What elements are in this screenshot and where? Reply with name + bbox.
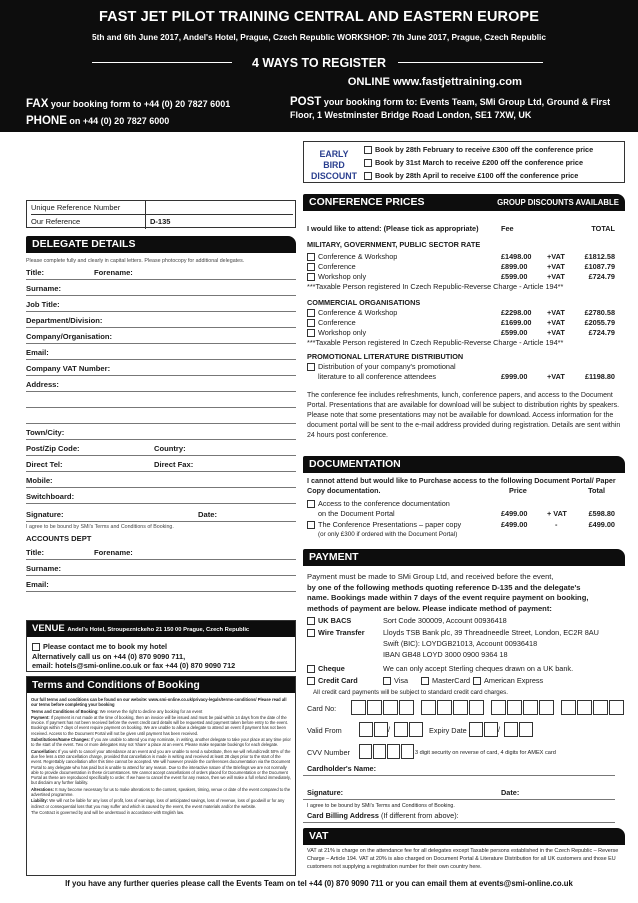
fee-column-label: Fee	[501, 224, 514, 233]
doc-row2-line1: The Conference Presentations – paper copy	[318, 520, 462, 529]
vat-note-2	[303, 338, 625, 348]
wire-line-3	[303, 650, 625, 660]
department-field[interactable]	[26, 314, 296, 328]
bacs-label: UK BACS	[318, 616, 352, 625]
price-option-label: Conference	[318, 318, 356, 327]
payment-agree	[303, 801, 625, 811]
event-title: FAST JET PILOT TRAINING CENTRAL AND EASTERN EUROPE	[98, 9, 540, 25]
fee-value: £899.00	[501, 262, 528, 271]
price-row-military-1[interactable]	[303, 252, 625, 262]
card-number-row[interactable]	[303, 700, 625, 718]
unique-reference-label: Unique Reference Number	[31, 201, 293, 215]
delegate-heading: DELEGATE DETAILS	[26, 236, 296, 253]
price-option-label: Conference & Workshop	[318, 252, 398, 261]
price-row-military-3[interactable]	[303, 272, 625, 282]
accounts-surname-field[interactable]	[26, 562, 296, 576]
divider-right	[398, 62, 543, 63]
job-title-label: Job Title:	[26, 300, 60, 309]
doc-row2-line2: (or only £300 if ordered with the Document Portal)	[318, 531, 458, 538]
town-field[interactable]	[26, 426, 296, 440]
bacs-option[interactable]	[303, 616, 625, 626]
title-label: Title:	[26, 268, 45, 277]
digit-box[interactable]	[359, 722, 373, 737]
accounts-forename-label: Forename:	[94, 548, 133, 557]
cvv-label: CVV Number	[307, 748, 350, 757]
digit-box[interactable]	[351, 700, 366, 715]
terms-p5-title: Alterations:	[31, 786, 55, 792]
slash-separator: /	[388, 725, 390, 734]
commercial-heading-label: COMMERCIAL ORGANISATIONS	[307, 298, 421, 307]
early-bird-option-label: Book by 28th April to receive £100 off the conference price	[375, 171, 579, 180]
visa-label: Visa	[394, 676, 409, 685]
conference-columns	[303, 224, 625, 234]
cheque-text: We can only accept Sterling cheques drawn on a UK bank.	[383, 664, 574, 673]
digit-box[interactable]	[593, 700, 608, 715]
amex-label: American Express	[484, 676, 544, 685]
digit-box[interactable]	[507, 700, 522, 715]
wire-line2: Swift (BIC): LOYDGB21013, Account 00936418	[383, 639, 538, 648]
promo-line1: Distribution of your company's promotional	[318, 362, 456, 371]
vat-note-text: ***Taxable Person registered In Czech Republic-Reverse Charge - Article 194**	[307, 338, 564, 347]
promo-heading-label: PROMOTIONAL LITERATURE DISTRIBUTION	[307, 352, 464, 361]
promo-row[interactable]	[303, 362, 625, 372]
billing-field[interactable]	[303, 811, 615, 823]
digit-box[interactable]	[401, 744, 414, 759]
doc-row1-line2: on the Document Portal	[318, 509, 395, 518]
digit-box[interactable]	[523, 700, 538, 715]
checkbox[interactable]	[307, 665, 315, 673]
digit-box[interactable]	[609, 700, 624, 715]
phone-label: PHONE	[26, 115, 67, 127]
surcharge-note	[303, 688, 625, 698]
post-column	[290, 96, 622, 122]
early-bird-tag	[308, 149, 360, 182]
terms-p5: It may become necessary for us to make alterations to the content, speakers, timing, venue or date of the event compared to the advertised programme.	[31, 786, 291, 798]
payment-intro-2: by one of the following methods quoting reference D-135 and the delegate's	[307, 582, 581, 592]
digit-box[interactable]	[359, 744, 372, 759]
wire-line1: Lloyds TSB Bank plc, 39 Threadneedle Street, London, EC2R 8AU	[383, 628, 599, 637]
total-value: £724.79	[588, 272, 615, 281]
promo-line2: literature to all conference attendees	[318, 372, 437, 381]
department-label: Department/Division:	[26, 316, 103, 325]
digit-box[interactable]	[504, 722, 518, 737]
reference-box	[26, 200, 296, 228]
valid-from-label: Valid From	[307, 726, 342, 735]
terms-p7: The Contract is governed by and will be understood in accordance with English law.	[31, 809, 185, 815]
accounts-email-label: Email:	[26, 580, 49, 589]
header-banner	[0, 0, 638, 100]
checkbox[interactable]	[364, 146, 372, 154]
credit-card-option[interactable]	[303, 676, 625, 686]
direct-tel-label: Direct Tel:	[26, 460, 63, 469]
early-bird-option-label: Book by 31st March to receive £200 off the conference price	[375, 158, 584, 167]
forename-label: Forename:	[94, 268, 133, 277]
vat-number-label: Company VAT Number:	[26, 364, 111, 373]
early-bird-option-label: Book by 28th February to receive £300 off the conference price	[375, 145, 594, 154]
doc-row2-price: £499.00	[501, 520, 528, 529]
doc-row1-vat: + VAT	[547, 509, 567, 518]
fee-value: £1699.00	[501, 318, 532, 327]
promo-vat: +VAT	[547, 372, 565, 381]
payment-signature-field[interactable]	[303, 788, 615, 800]
early-bird-tag-line1: EARLY BIRD	[319, 149, 349, 170]
fax-phone-column	[26, 96, 230, 130]
early-bird-tag-line2: DISCOUNT	[311, 171, 357, 181]
wire-line-2	[303, 639, 625, 649]
vat-value: +VAT	[547, 308, 565, 317]
online-line	[348, 76, 522, 88]
accounts-surname-label: Surname:	[26, 564, 62, 573]
total-column-label: TOTAL	[591, 224, 615, 233]
slash-separator: /	[498, 725, 500, 734]
town-label: Town/City:	[26, 428, 65, 437]
price-option-label: Workshop only	[318, 272, 367, 281]
venue-alt: Alternatively call us on +44 (0) 870 9090 711,	[32, 652, 186, 661]
accounts-title-field[interactable]	[26, 546, 296, 560]
payment-intro	[307, 572, 622, 614]
vat-number-field[interactable]	[26, 362, 296, 376]
checkbox[interactable]	[307, 309, 315, 317]
doc-row1-line1: Access to the conference documentation	[318, 499, 450, 508]
vat-value: +VAT	[547, 252, 565, 261]
checkbox[interactable]	[421, 677, 429, 685]
group-discounts-label: GROUP DISCOUNTS AVAILABLE	[497, 198, 619, 207]
digit-box[interactable]	[469, 722, 483, 737]
surname-label: Surname:	[26, 284, 62, 293]
post-label: POST	[290, 96, 322, 108]
vat-note-text: ***Taxable Person registered In Czech Republic-Reverse Charge - Article 194**	[307, 282, 564, 291]
promo-total: £1198.80	[584, 372, 615, 381]
terms-p2-title: Payment:	[31, 714, 50, 720]
checkbox[interactable]	[473, 677, 481, 685]
direct-tel-field[interactable]	[26, 458, 296, 472]
accounts-heading: ACCOUNTS DEPT	[26, 534, 92, 543]
total-value: £2780.58	[584, 308, 615, 317]
company-field[interactable]	[26, 330, 296, 344]
venue-label: VENUE	[32, 623, 65, 634]
checkbox[interactable]	[307, 677, 315, 685]
terms-p3: If you are unable to attend you may nominate, in writing, another delegate to take your place at any time prior to the start of the event. Two or more delegates may not 'share' a place at an event. Please make separate bookings for each delegate.	[31, 737, 291, 748]
online-label: ONLINE	[347, 76, 390, 88]
total-value: £1087.79	[584, 262, 615, 271]
checkbox[interactable]	[307, 617, 315, 625]
title-field[interactable]	[26, 266, 296, 280]
digit-box[interactable]	[373, 744, 386, 759]
hotel-option[interactable]	[32, 642, 167, 651]
fee-value: £2298.00	[501, 308, 532, 317]
promo-row-2	[303, 372, 625, 382]
mastercard-label: MasterCard	[432, 676, 471, 685]
digit-box[interactable]	[469, 700, 484, 715]
mobile-field[interactable]	[26, 474, 296, 488]
checkbox[interactable]	[307, 263, 315, 271]
checkbox[interactable]	[307, 500, 315, 508]
terms-p6: We will not be liable for any loss of profit, loss of earnings, loss of anticipated savings, loss of revenue, loss of goodwill or for any indirect or consequential loss that you may suffer and which is caused by the event, the event materials and/or the website.	[31, 798, 285, 809]
total-value: £724.79	[588, 328, 615, 337]
checkbox[interactable]	[307, 253, 315, 261]
address-label: Address:	[26, 380, 59, 389]
vat-value: +VAT	[547, 328, 565, 337]
online-url[interactable]: www.fastjettraining.com	[393, 76, 522, 88]
cheque-option[interactable]	[303, 664, 625, 674]
ways-heading: 4 WAYS TO REGISTER	[251, 56, 387, 70]
card-no-label: Card No:	[307, 704, 337, 713]
cvv-row[interactable]	[303, 744, 625, 762]
cardholder-label: Cardholder's Name:	[307, 764, 377, 773]
checkbox[interactable]	[307, 629, 315, 637]
digit-box[interactable]	[421, 700, 436, 715]
early-bird-option[interactable]	[364, 171, 578, 180]
our-reference-label: Our Reference	[31, 217, 81, 226]
address-line-2[interactable]	[26, 394, 296, 408]
terms-p3-title: Substitutions/Name Changes:	[31, 737, 90, 743]
checkbox[interactable]	[307, 329, 315, 337]
terms-p1-title: Terms and Conditions of Booking:	[31, 708, 99, 714]
price-option-label: Conference	[318, 262, 356, 271]
digit-box[interactable]	[394, 722, 408, 737]
digit-box[interactable]	[484, 722, 498, 737]
early-bird-box	[303, 141, 625, 183]
doc-row2-vat: -	[555, 520, 558, 529]
payment-date-label: Date:	[501, 788, 520, 797]
payment-heading: PAYMENT	[303, 549, 625, 566]
accounts-title-label: Title:	[26, 548, 45, 557]
fee-value: £599.00	[501, 272, 528, 281]
attend-label: I would like to attend: (Please tick as appropriate)	[307, 224, 479, 233]
total-value: £2055.79	[584, 318, 615, 327]
conference-heading-label: CONFERENCE PRICES	[309, 196, 425, 208]
payment-intro-1: Payment must be made to SMi Group Ltd, and received before the event,	[307, 572, 554, 581]
vat-value: +VAT	[547, 272, 565, 281]
surname-field[interactable]	[26, 282, 296, 296]
total-column-label: Total	[588, 486, 605, 495]
checkbox[interactable]	[307, 319, 315, 327]
signature-field[interactable]	[26, 508, 296, 522]
venue-heading	[27, 621, 295, 637]
billing-note: (If different from above):	[380, 811, 459, 820]
fax-label: FAX	[26, 98, 49, 110]
wire-label: Wire Transfer	[318, 628, 365, 637]
vat-value: +VAT	[547, 318, 565, 327]
digit-box[interactable]	[491, 700, 506, 715]
switchboard-field[interactable]	[26, 490, 296, 504]
hotel-option-label: Please contact me to book my hotel	[43, 642, 168, 651]
terms-intro: Our full terms and conditions can be found on our website: www.smi-online.co.uk/privacy-legals/terms-conditions/ Please read all our terms before completing your booking	[31, 697, 287, 708]
conference-paragraph: The conference fee includes refreshments, lunch, conference papers, and access to the Document Portal. Presentations that are available for download will be subject to distribution rights by speakers. Please note that some presentations may not be available for download. Access information for the document portal will be sent to the e-mail address provided during registration. Details are sent within 24 hours post conference.	[307, 392, 621, 439]
footer-contact: If you have any further queries please call the Events Team on tel +44 (0) 870 9090 711 or you can email them at events@smi-online.co.uk	[65, 879, 573, 888]
terms-p6-title: Liability:	[31, 798, 49, 804]
cardholder-field[interactable]	[303, 764, 615, 776]
digit-box[interactable]	[437, 700, 452, 715]
price-row-military-2[interactable]	[303, 262, 625, 272]
doc-row-1b	[303, 509, 625, 519]
venue-email: email: hotels@smi-online.co.uk or fax +44 (0) 870 9090 712	[32, 661, 236, 670]
payment-intro-3: name. Bookings made within 7 days of the event require payment on booking,	[307, 593, 589, 602]
documentation-columns	[303, 486, 625, 496]
vat-note	[303, 282, 625, 292]
checkbox[interactable]	[307, 521, 315, 529]
post-text: your booking form to: Events Team, SMi Group Ltd, Ground & First Floor, 1 Westminster Bridge Road London, SE1 7XW, UK	[290, 97, 611, 120]
digit-box[interactable]	[577, 700, 592, 715]
vat-text: VAT at 21% is charge on the attendance fee for all delegates except Taxable persons established in the Czech Republic – Reverse Charge – Article 194. VAT at 20% is also charged on Document Portal & Literature Distribution for all UK customers and those EU customers not supplying a registration number for their own country here.	[307, 848, 619, 870]
price-option-label: Conference & Workshop	[318, 308, 398, 317]
our-reference-value: D-135	[145, 215, 170, 229]
surcharge-text: All credit card payments will be subject to standard credit card charges.	[313, 689, 508, 696]
digit-box[interactable]	[374, 722, 388, 737]
terms-p1: We reserve the right to decline any booking for an event	[99, 708, 203, 714]
terms-p4: If you wish to cancel your attendance at an event and you are unable to send a substitute, then we will refund/credit 50% of the due fee less a £50 cancellation charge, provided that cancellation is made in writing and received at least 28 days prior to the start of the event. Regrettably cancellation after this time cannot be accepted. We will however provide the conferences documentation via the Document Portal to any delegate who has paid but is unable to attend for any reason. Due to the interactive nature of the Briefings we are not normally able to provide documentation in these circumstances. We cannot accept cancellations of orders placed for Documentation or the Document Portal as these are reproduced specifically to order. If we have to cancel the event for any reason, then we will make a full refund immediately, but disclaim any further liability.	[31, 748, 291, 786]
payment-agree-text: I agree to be bound by SMi's Terms and Conditions of Booking.	[307, 803, 455, 809]
venue-box	[26, 620, 296, 672]
documentation-intro: I cannot attend but would like to Purchase access to the following Document Portal/ Paper Copy documentation.	[307, 476, 616, 495]
switchboard-label: Switchboard:	[26, 492, 75, 501]
checkbox[interactable]	[383, 677, 391, 685]
checkbox[interactable]	[307, 363, 315, 371]
doc-row1-price: £499.00	[501, 509, 528, 518]
vat-value: +VAT	[547, 262, 565, 271]
digit-box[interactable]	[519, 722, 533, 737]
digit-box[interactable]	[409, 722, 423, 737]
fax-text: your booking form to +44 (0) 20 7827 6001	[50, 99, 231, 109]
doc-row-2b	[303, 530, 625, 540]
military-heading-label: MILITARY, GOVERNMENT, PUBLIC SECTOR RATE	[307, 240, 481, 249]
terms-p2: If payment is not made at the time of booking, then an invoice will be issued and must be paid within 14 days from the date of the invoice. If payment has not been received before the event credit card details will be requested and payment taken before entry to the event. Bookings within 7 days of event require payment on booking. We are unable to allow a delegate to attend an event if payment has not been received. Access to the Document Portal will not be given until payment has been received.	[31, 714, 288, 736]
postcode-field[interactable]	[26, 442, 296, 456]
venue-address: Andel's Hotel, Stroupeznickeho 21 150 00 Prague, Czech Republic	[67, 627, 250, 633]
promo-fee: £999.00	[501, 372, 528, 381]
phone-text: on +44 (0) 20 7827 6000	[69, 116, 170, 126]
early-bird-option[interactable]	[364, 145, 593, 154]
expiry-label: Expiry Date	[429, 726, 467, 735]
event-subtitle: 5th and 6th June 2017, Andel's Hotel, Prague, Czech Republic WORKSHOP: 7th June 2017, Prague, Czech Republic	[92, 32, 546, 42]
conference-heading	[303, 194, 625, 211]
unique-reference-field[interactable]	[145, 201, 146, 215]
early-bird-option[interactable]	[364, 158, 583, 167]
mobile-label: Mobile:	[26, 476, 53, 485]
cheque-label: Cheque	[318, 664, 345, 673]
price-row-commercial-1[interactable]	[303, 308, 625, 318]
country-label: Country:	[154, 444, 186, 453]
email-label: Email:	[26, 348, 49, 357]
valid-expiry-row[interactable]	[303, 722, 625, 740]
fee-value: £599.00	[501, 328, 528, 337]
price-column-label: Price	[509, 486, 527, 495]
signature-label: Signature:	[26, 510, 64, 519]
digit-box[interactable]	[399, 700, 414, 715]
military-heading	[303, 240, 625, 250]
checkbox[interactable]	[32, 643, 40, 651]
doc-row-1[interactable]	[303, 499, 625, 509]
digit-box[interactable]	[383, 700, 398, 715]
wire-line3: IBAN GB48 LOYD 3000 0900 9364 18	[383, 650, 508, 659]
total-value: £1812.58	[584, 252, 615, 261]
postcode-label: Post/Zip Code:	[26, 444, 80, 453]
promo-heading	[303, 352, 625, 362]
documentation-heading: DOCUMENTATION	[303, 456, 625, 473]
address-line-3[interactable]	[26, 410, 296, 424]
billing-label: Card Billing Address	[307, 811, 379, 820]
payment-intro-4: methods of payment are below. Please indicate method of payment:	[307, 603, 552, 613]
bacs-text: Sort Code 300009, Account 00936418	[383, 616, 507, 625]
digit-box[interactable]	[561, 700, 576, 715]
price-option-label: Workshop only	[318, 328, 367, 337]
company-label: Company/Organisation:	[26, 332, 113, 341]
cvv-note: 3 digit security on reverse of card, 4 digits for AMEX card	[415, 750, 556, 756]
price-row-commercial-3[interactable]	[303, 328, 625, 338]
fee-value: £1498.00	[501, 252, 532, 261]
digit-box[interactable]	[453, 700, 468, 715]
agree-note: I agree to be bound by SMi's Terms and Conditions of Booking.	[26, 524, 174, 530]
terms-p4-title: Cancellation:	[31, 748, 57, 754]
email-field[interactable]	[26, 346, 296, 360]
checkbox[interactable]	[364, 159, 372, 167]
price-row-commercial-2[interactable]	[303, 318, 625, 328]
vat-heading: VAT	[303, 828, 625, 845]
digit-box[interactable]	[387, 744, 400, 759]
terms-box	[26, 676, 296, 876]
payment-signature-label: Signature:	[307, 788, 344, 797]
delegate-note: Please complete fully and clearly in capital letters. Please photocopy for additional delegates.	[26, 258, 245, 264]
direct-fax-label: Direct Fax:	[154, 460, 194, 469]
doc-row-2[interactable]	[303, 520, 625, 530]
accounts-email-field[interactable]	[26, 578, 296, 592]
digit-box[interactable]	[539, 700, 554, 715]
digit-box[interactable]	[367, 700, 382, 715]
address-field[interactable]	[26, 378, 296, 392]
credit-card-label: Credit Card	[318, 676, 358, 685]
terms-heading: Terms and Conditions of Booking	[27, 677, 295, 693]
wire-option[interactable]	[303, 628, 625, 638]
checkbox[interactable]	[364, 172, 372, 180]
commercial-heading	[303, 298, 625, 308]
doc-row2-total: £499.00	[588, 520, 615, 529]
checkbox[interactable]	[307, 273, 315, 281]
doc-row1-total: £598.80	[588, 509, 615, 518]
date-label: Date:	[198, 510, 217, 519]
terms-body	[31, 697, 293, 816]
contact-band	[0, 90, 638, 132]
job-title-field[interactable]	[26, 298, 296, 312]
